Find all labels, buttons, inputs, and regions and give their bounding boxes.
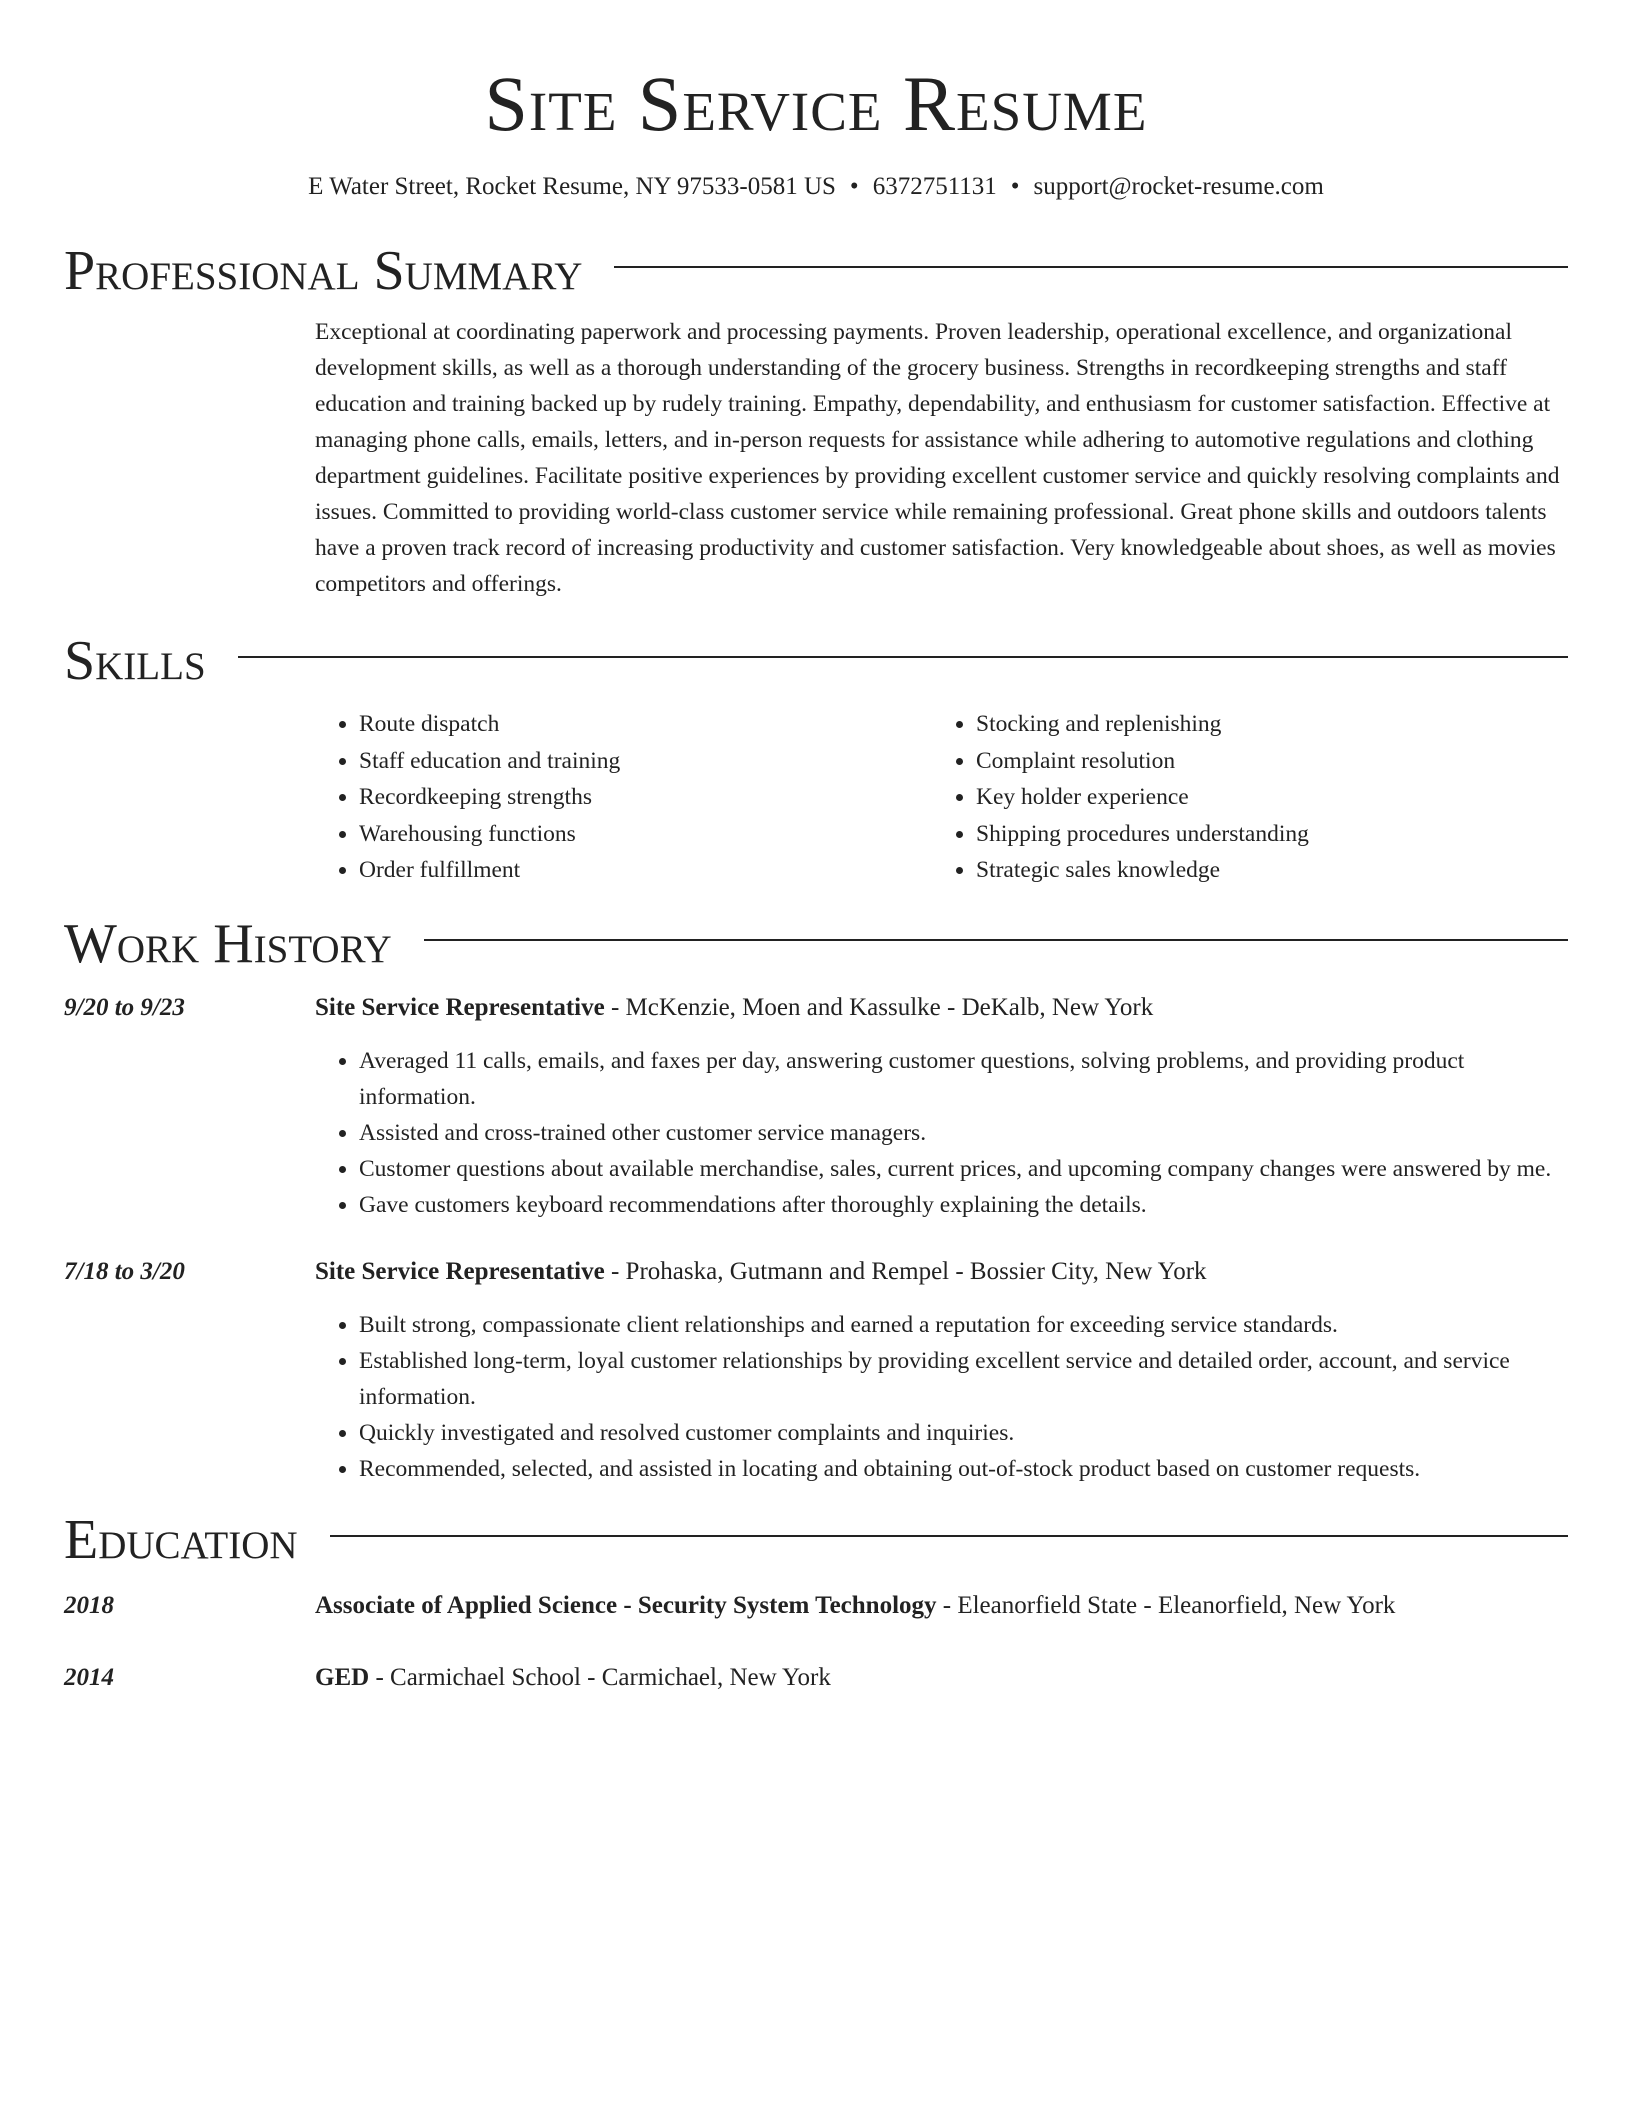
resume-page xyxy=(64,0,1568,1695)
skills-list xyxy=(315,706,1568,889)
job-details: - Prohaska, Gutmann and Rempel - Bossier City, New York xyxy=(604,1257,1207,1285)
section-divider xyxy=(424,939,1568,941)
job-bullet: • Quickly investigated and resolved customer complaints and inquiries. xyxy=(359,1415,1568,1451)
job-entry xyxy=(64,991,1568,1223)
summary-section-header xyxy=(64,238,1568,304)
job-bullet: • Assisted and cross-trained other customer service managers. xyxy=(359,1115,1568,1151)
education-details: - Eleanorfield State - Eleanorfield, New York xyxy=(936,1591,1396,1619)
job-bullet: • Gave customers keyboard recommendations after thoroughly explaining the details. xyxy=(359,1187,1568,1223)
job-details: - McKenzie, Moen and Kassulke - DeKalb, New York xyxy=(604,993,1154,1021)
job-role: Site Service Representative xyxy=(315,993,605,1021)
contact-phone: 6372751131 xyxy=(872,173,997,200)
education-section-title: Education xyxy=(64,1508,298,1571)
skill-item: • Route dispatch xyxy=(359,706,932,743)
job-header xyxy=(64,991,1568,1025)
skills-column-right xyxy=(932,706,1549,889)
skill-item: • Shipping procedures understanding xyxy=(976,816,1549,853)
job-role: Site Service Representative xyxy=(315,1257,605,1285)
contact-address: E Water Street, Rocket Resume, NY 97533-0581 US xyxy=(308,173,836,200)
education-entry xyxy=(64,1589,1568,1623)
contact-separator: • xyxy=(849,173,859,200)
resume-title: Site Service Resume xyxy=(484,60,1148,147)
job-entry xyxy=(64,1255,1568,1487)
education-degree: Associate of Applied Science - Security System Technology xyxy=(315,1591,937,1619)
education-details: - Carmichael School - Carmichael, New York xyxy=(369,1663,831,1691)
skill-item: • Warehousing functions xyxy=(359,816,932,853)
section-divider xyxy=(614,266,1568,268)
skill-item: • Staff education and training xyxy=(359,743,932,780)
job-title-line xyxy=(315,1255,1568,1289)
work-section-header xyxy=(64,911,1568,977)
section-divider xyxy=(330,1535,1568,1537)
education-line xyxy=(315,1661,1568,1695)
summary-text: Exceptional at coordinating paperwork and processing payments. Proven leadership, operational excellence, and organizational development skills, as well as a thorough understanding of the grocery business. Strengths in recordkeeping strengths and staff education and training backed up by rudely training. Empathy, dependability, and enthusiasm for customer satisfaction. Effective at managing phone calls, emails, letters, and in-person requests for assistance while adhering to automotive regulations and clothing department guidelines. Facilitate positive experiences by providing excellent customer service and quickly resolving complaints and issues. Committed to providing world-class customer service while remaining professional. Great phone skills and outdoors talents have a proven track record of increasing productivity and customer satisfaction. Very knowledgeable about shoes, as well as movies competitors and offerings. xyxy=(315,319,1560,597)
contact-line xyxy=(64,170,1568,204)
job-title-line xyxy=(315,991,1568,1025)
skill-item: • Strategic sales knowledge xyxy=(976,852,1549,889)
skill-item: • Order fulfillment xyxy=(359,852,932,889)
job-bullet: • Established long-term, loyal customer relationships by providing excellent service and detailed order, account, and service information. xyxy=(359,1343,1568,1415)
job-bullet: • Recommended, selected, and assisted in locating and obtaining out-of-stock product based on customer requests. xyxy=(359,1451,1568,1487)
section-divider xyxy=(238,656,1568,658)
job-bullet: • Customer questions about available merchandise, sales, current prices, and upcoming company changes were answered by me. xyxy=(359,1151,1568,1187)
education-year: 2014 xyxy=(64,1663,114,1691)
job-dates: 9/20 to 9/23 xyxy=(64,993,185,1021)
job-header xyxy=(64,1255,1568,1289)
education-year: 2018 xyxy=(64,1591,114,1619)
skills-section-title: Skills xyxy=(64,630,206,692)
skill-item: • Stocking and replenishing xyxy=(976,706,1549,743)
job-bullets xyxy=(315,1043,1568,1223)
job-bullets xyxy=(315,1307,1568,1487)
job-dates: 7/18 to 3/20 xyxy=(64,1257,185,1285)
job-bullet: • Averaged 11 calls, emails, and faxes per day, answering customer questions, solving problems, and providing product information. xyxy=(359,1043,1568,1115)
education-entry xyxy=(64,1661,1568,1695)
summary-section-title: Professional Summary xyxy=(64,240,583,302)
education-degree: GED xyxy=(315,1663,370,1691)
contact-email: support@rocket-resume.com xyxy=(1033,173,1324,200)
skill-item: • Recordkeeping strengths xyxy=(359,779,932,816)
skills-section-header xyxy=(64,628,1568,694)
skill-item: • Key holder experience xyxy=(976,779,1549,816)
skills-column-left xyxy=(315,706,932,889)
work-section-title: Work History xyxy=(64,912,392,975)
education-line xyxy=(315,1589,1568,1623)
education-section-header xyxy=(64,1507,1568,1573)
job-bullet: • Built strong, compassionate client relationships and earned a reputation for exceeding service standards. xyxy=(359,1307,1568,1343)
contact-separator: • xyxy=(1010,173,1020,200)
skill-item: • Complaint resolution xyxy=(976,743,1549,780)
